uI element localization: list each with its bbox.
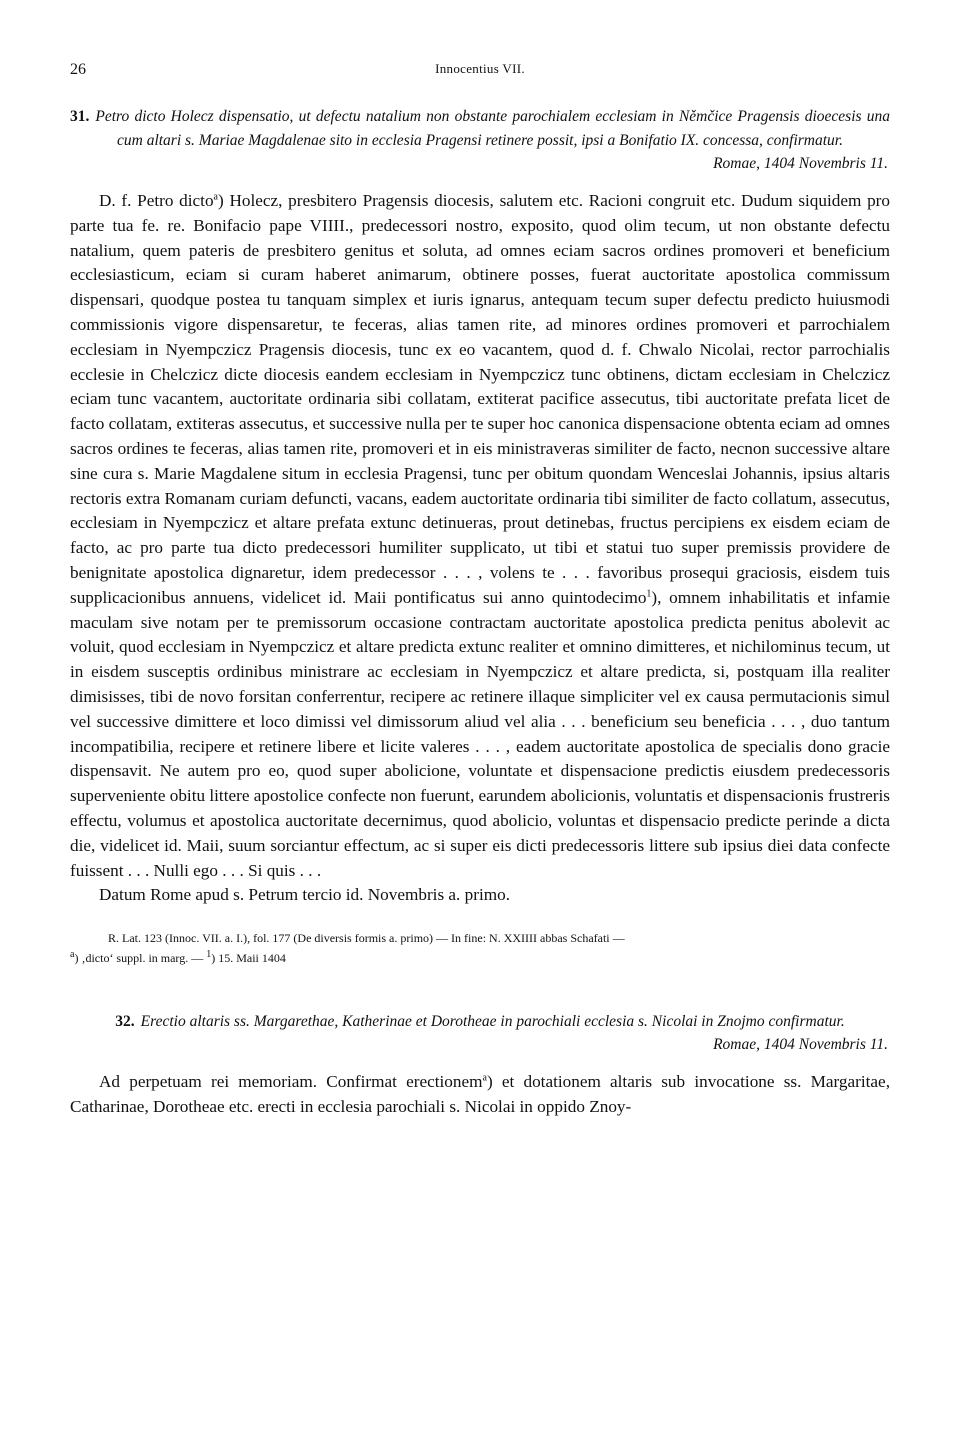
entry-31-date: Romae, 1404 Novembris 11. [713, 155, 888, 172]
entry-31-text-part-3: ), omnem inhabilitatis et infamie maculam sive notam per te premissorum occasione contractam auctoritate apostolica predicta penitus abolevit ac voluit, quod ecclesiam in Nyempczicz et altare predicta extunc realiter et omnino dimitteres, et nichilominus tecum, ut in eisdem susceptis ordinibus ministrare ac ecclesiam in Nyempczicz et altare predicta, si, postquam illa realiter dimisisses, tibi de novo forsitan conferrentur, recipere ac retinere illaque simpliciter vel ex causa permutacionis simul vel successive dimittere et loco dimissi vel dimissorum aliud vel alia . . . beneficium seu beneficia . . . , duo tantum incompatibilia, recipere et retinere libere et licite valeres . . . , eadem auctoritate apostolica de specialis dono gracie dispensavit. Ne autem pro eo, quod super abolicione, voluntate et dispensacione predictis eiusdem predecessoris superveniente obitu littere apostolice confecte non fuerunt, earundem abolicionis, voluntatis et dispensacionis frustreris effectu, volumus et apostolica auctoritate decernimus, quod abolicio, voluntas et dispensacio predicte perinde a dicta die, videlicet id. Maii, suum sorciantur effectum, ac si super eis dicti predecessoris littere sub ipsius diei data confecte fuissent . . . Nulli ego . . . Si quis . . . [70, 587, 890, 880]
entry-32-number: 32. [115, 1013, 135, 1031]
entry-31-number: 31. [70, 108, 90, 125]
entry-31 [70, 105, 890, 968]
source-note: R. Lat. 123 (Innoc. VII. a. I.), fol. 177 (De diversis formis a. primo) — In fine: N. XXIIII abbas Schafati — [108, 931, 625, 946]
footnote-a-text: ) ‚dicto‘ suppl. in marg. — [74, 951, 207, 966]
entry-32-footnote-ref-a: a [482, 1072, 487, 1084]
entry-31-body [70, 189, 890, 908]
entry-32-text-part-1: Ad perpetuam rei memoriam. Confirmat erectionem [99, 1072, 483, 1092]
footnote-ref-1: 1 [646, 588, 652, 600]
page-number: 26 [70, 61, 86, 78]
entry-32-text-part-2: ) et dotationem altaris sub invocatione ss. Margaritae, Catharinae, Dorotheae etc. erecti in ecclesia parochiali s. Nicolai in oppido Znoy- [70, 1072, 890, 1116]
entry-31-text-part-1: D. f. Petro dicto [99, 191, 214, 210]
entry-32-body [70, 1070, 890, 1120]
entry-32-summary: Erectio altaris ss. Margarethae, Katherinae et Dorotheae in parochiali ecclesia s. Nicolai in Znojmo confirmatur. [140, 1013, 845, 1031]
entry-31-datum: Datum Rome apud s. Petrum tercio id. Novembris a. primo. [99, 885, 510, 905]
entry-32 [70, 1010, 890, 1120]
footnote-a-mark: a [70, 949, 75, 961]
entry-31-notes [70, 928, 890, 968]
page-header [70, 55, 890, 85]
footnote-ref-a: a [213, 191, 218, 203]
entry-31-heading [70, 105, 890, 153]
entry-32-heading [70, 1010, 890, 1034]
entry-31-text-part-2: ) Holecz, presbitero Pragensis diocesis, salutem etc. Racioni congruit etc. Dudum siquidem pro parte tua fe. re. Bonifacio pape VIIII., predecessori nostro, exposito, quod olim tecum, ut non obstante defectu natalium, quem pateris de presbitero genitus et soluta, ad omnes eciam sacros ordines promoveri et beneficium ecclesiasticum, eciam si curam haberet animarum, obtinere posses, fuerat auctoritate apostolica commissum dispensari, quodque postea tu tanquam simplex et iuris ignarus, antequam tecum super defectu predicto huiusmodi commissionis vigore dispensaretur, te feceras, alias tamen rite, ad minores ordines promoveri et parrochialem ecclesiam in Nyempczicz Pragensis diocesis, tunc ex eo vacantem, quod d. f. Chwalo Nicolai, rector parrochialis ecclesie in Chelczicz dicte diocesis eandem ecclesiam in Nyempczicz tunc obtinens, dictam ecclesiam in Chelczicz eciam tunc vacantem, auctoritate ordinaria sibi collatam, extiterat pacifice assecutus, tibi auctoritate prefata licet de facto collatam, extiteras assecutus, et successive nulla per te super hoc canonica dispensacione obtenta eciam ad omnes sacros ordines te feceras, alias tamen rite, promoveri et in eis ministraveras similiter de facto, necnon successive altare sine cura s. Marie Magdalene situm in ecclesia Pragensi, tunc per obitum quondam Wenceslai Johannis, ipsius altaris rectoris extra Romanam curiam defuncti, vacans, eadem auctoritate ordinaria tibi similiter de facto collatum, assecutus, ecclesiam in Nyempczicz et altare prefata extunc detinueras, prout detinebas, fructus percipiens ex eisdem eciam de facto, ac pro parte tua dicto predecessori humiliter supplicato, ut tibi et statui tuo super premissis providere de benignitate apostolica dignaretur, idem predecessor . . . , volens te . . . favoribus prosequi graciosis, eisdem tuis supplicacionibus annuens, videlicet id. Maii pontificatus sui anno quintodecimo [70, 191, 890, 607]
footnote-1-text: ) 15. Maii 1404 [211, 951, 286, 966]
section-spacer [70, 968, 890, 990]
document-page [70, 55, 890, 1120]
entry-32-date: Romae, 1404 Novembris 11. [713, 1036, 888, 1054]
entry-31-text [70, 189, 890, 883]
entry-32-text [70, 1070, 890, 1120]
footnote-1-mark: 1 [206, 949, 212, 961]
footnotes [70, 948, 890, 968]
entry-31-summary: Petro dicto Holecz dispensatio, ut defectu natalium non obstante parochialem ecclesiam in Němčice Pragensis dioecesis una cum altari s. Mariae Magdalenae sito in ecclesia Pragensi retinere possit, ipsi a Bonifatio IX. concessa, confirmatur. [95, 108, 890, 149]
running-head: Innocentius VII. [435, 61, 525, 76]
